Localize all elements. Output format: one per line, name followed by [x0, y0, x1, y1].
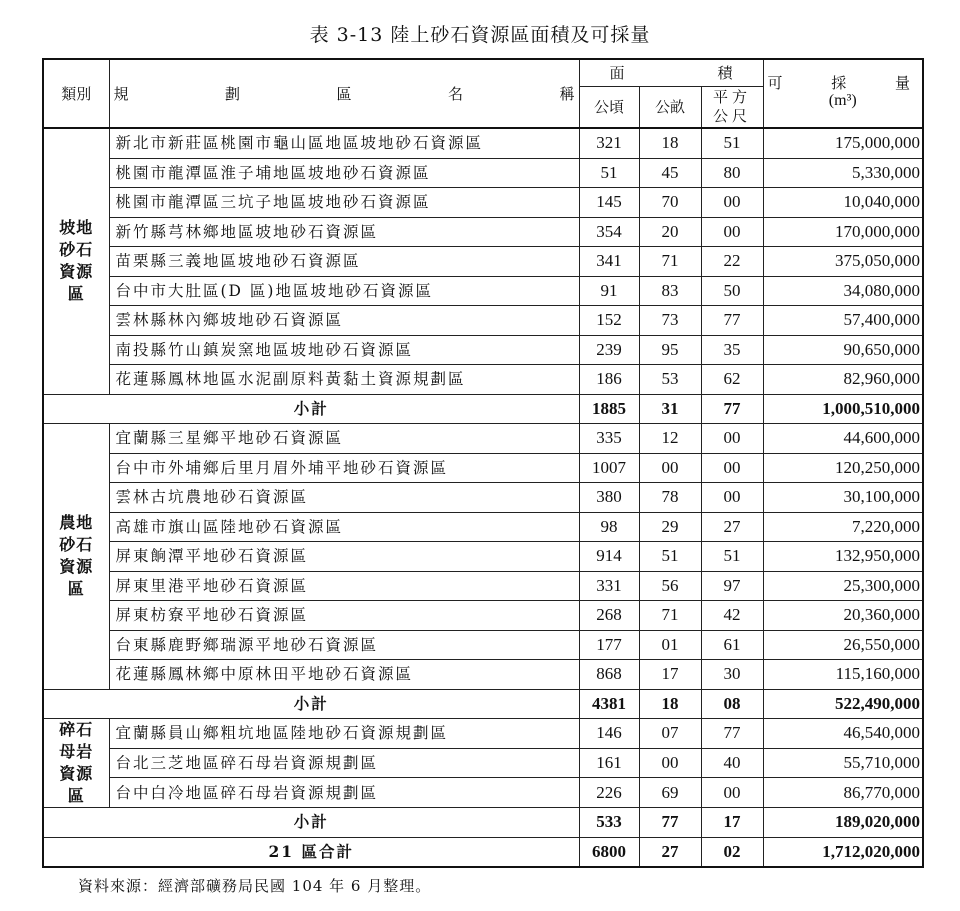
area-sqm: 40	[701, 748, 763, 778]
header-name-char: 劃	[224, 84, 240, 103]
table-row	[43, 188, 923, 218]
subtotal-volume: 1,000,510,000	[763, 394, 923, 424]
area-hectare: 1007	[579, 453, 639, 483]
zone-name: 台中白冷地區碎石母岩資源規劃區	[109, 778, 579, 808]
table-row	[43, 247, 923, 277]
extractable-volume: 132,950,000	[763, 542, 923, 572]
extractable-volume: 375,050,000	[763, 247, 923, 277]
area-are: 12	[639, 424, 701, 454]
zone-name: 桃園市龍潭區三坑子地區坡地砂石資源區	[109, 188, 579, 218]
total-hectare: 6800	[579, 837, 639, 867]
area-are: 53	[639, 365, 701, 395]
area-are: 71	[639, 601, 701, 631]
subtotal-are: 77	[639, 808, 701, 838]
header-name	[109, 59, 579, 128]
zone-name: 台中市外埔鄉后里月眉外埔平地砂石資源區	[109, 453, 579, 483]
header-name-char: 名	[447, 84, 463, 103]
area-hectare: 321	[579, 128, 639, 158]
subtotal-label: 小計	[43, 808, 579, 838]
subtotal-sqm: 77	[701, 394, 763, 424]
header-area-char: 面	[609, 64, 625, 82]
table-row	[43, 424, 923, 454]
grand-total-row	[43, 837, 923, 867]
subtotal-label: 小計	[43, 689, 579, 719]
table-row	[43, 542, 923, 572]
zone-name: 宜蘭縣三星鄉平地砂石資源區	[109, 424, 579, 454]
category-cell: 坡地 砂石 資源 區	[43, 128, 109, 394]
area-hectare: 91	[579, 276, 639, 306]
area-hectare: 341	[579, 247, 639, 277]
area-are: 18	[639, 128, 701, 158]
subtotal-hectare: 533	[579, 808, 639, 838]
area-hectare: 914	[579, 542, 639, 572]
header-hectare: 公頃	[579, 87, 639, 129]
zone-name: 苗栗縣三義地區坡地砂石資源區	[109, 247, 579, 277]
area-hectare: 177	[579, 630, 639, 660]
zone-name: 宜蘭縣員山鄉粗坑地區陸地砂石資源規劃區	[109, 719, 579, 749]
area-are: 00	[639, 748, 701, 778]
area-are: 83	[639, 276, 701, 306]
area-sqm: 00	[701, 483, 763, 513]
area-are: 73	[639, 306, 701, 336]
header-area-char: 積	[717, 64, 733, 82]
area-sqm: 00	[701, 424, 763, 454]
zone-name: 花蓮縣鳳林鄉中原林田平地砂石資源區	[109, 660, 579, 690]
zone-name: 屏東枋寮平地砂石資源區	[109, 601, 579, 631]
extractable-volume: 26,550,000	[763, 630, 923, 660]
zone-name: 屏東餉潭平地砂石資源區	[109, 542, 579, 572]
extractable-volume: 55,710,000	[763, 748, 923, 778]
table-row	[43, 306, 923, 336]
subtotal-row	[43, 689, 923, 719]
area-sqm: 22	[701, 247, 763, 277]
total-label: 21 區合計	[43, 837, 579, 867]
subtotal-volume: 522,490,000	[763, 689, 923, 719]
area-hectare: 226	[579, 778, 639, 808]
area-hectare: 380	[579, 483, 639, 513]
area-sqm: 35	[701, 335, 763, 365]
area-hectare: 331	[579, 571, 639, 601]
table-row	[43, 365, 923, 395]
extractable-volume: 170,000,000	[763, 217, 923, 247]
table-row	[43, 778, 923, 808]
subtotal-are: 18	[639, 689, 701, 719]
extractable-volume: 25,300,000	[763, 571, 923, 601]
zone-name: 新竹縣芎林鄉地區坡地砂石資源區	[109, 217, 579, 247]
area-sqm: 00	[701, 188, 763, 218]
area-are: 45	[639, 158, 701, 188]
table-row	[43, 512, 923, 542]
area-hectare: 145	[579, 188, 639, 218]
zone-name: 花蓮縣鳳林地區水泥副原料黃黏土資源規劃區	[109, 365, 579, 395]
area-hectare: 186	[579, 365, 639, 395]
header-area	[579, 59, 763, 87]
table-row	[43, 483, 923, 513]
subtotal-row	[43, 394, 923, 424]
area-sqm: 00	[701, 217, 763, 247]
subtotal-hectare: 1885	[579, 394, 639, 424]
area-sqm: 77	[701, 306, 763, 336]
subtotal-hectare: 4381	[579, 689, 639, 719]
zone-name: 新北市新莊區桃園市龜山區地區坡地砂石資源區	[109, 128, 579, 158]
extractable-volume: 120,250,000	[763, 453, 923, 483]
header-category: 類別	[43, 59, 109, 128]
zone-name: 高雄市旗山區陸地砂石資源區	[109, 512, 579, 542]
zone-name: 台中市大肚區(D 區)地區坡地砂石資源區	[109, 276, 579, 306]
table-row	[43, 719, 923, 749]
header-row-1	[43, 59, 923, 87]
subtotal-sqm: 08	[701, 689, 763, 719]
table-row	[43, 630, 923, 660]
area-sqm: 51	[701, 542, 763, 572]
area-are: 00	[639, 453, 701, 483]
area-are: 01	[639, 630, 701, 660]
subtotal-sqm: 17	[701, 808, 763, 838]
area-sqm: 00	[701, 453, 763, 483]
area-are: 20	[639, 217, 701, 247]
area-hectare: 268	[579, 601, 639, 631]
header-name-char: 規	[113, 84, 129, 103]
source-note: 資料來源：經濟部礦務局民國 104 年 6 月整理。	[78, 877, 432, 895]
area-are: 95	[639, 335, 701, 365]
area-hectare: 868	[579, 660, 639, 690]
area-hectare: 354	[579, 217, 639, 247]
category-cell: 農地 砂石 資源 區	[43, 424, 109, 690]
area-are: 07	[639, 719, 701, 749]
zone-name: 南投縣竹山鎮炭窯地區坡地砂石資源區	[109, 335, 579, 365]
area-are: 17	[639, 660, 701, 690]
header-volume	[763, 59, 923, 128]
extractable-volume: 175,000,000	[763, 128, 923, 158]
zone-name: 台東縣鹿野鄉瑞源平地砂石資源區	[109, 630, 579, 660]
table-row	[43, 660, 923, 690]
area-are: 71	[639, 247, 701, 277]
table-row	[43, 335, 923, 365]
header-name-char: 稱	[559, 84, 575, 103]
area-sqm: 42	[701, 601, 763, 631]
extractable-volume: 82,960,000	[763, 365, 923, 395]
header-volume-char: 可	[767, 74, 783, 92]
area-sqm: 51	[701, 128, 763, 158]
header-sqm: 平方公尺	[701, 87, 763, 129]
table-row	[43, 217, 923, 247]
area-sqm: 00	[701, 778, 763, 808]
extractable-volume: 30,100,000	[763, 483, 923, 513]
area-hectare: 51	[579, 158, 639, 188]
header-volume-char: 量	[894, 74, 910, 92]
area-are: 29	[639, 512, 701, 542]
header-are: 公畝	[639, 87, 701, 129]
extractable-volume: 34,080,000	[763, 276, 923, 306]
header-volume-unit: (m³)	[828, 92, 857, 109]
zone-name: 桃園市龍潭區淮子埔地區坡地砂石資源區	[109, 158, 579, 188]
area-sqm: 27	[701, 512, 763, 542]
header-name-char: 區	[336, 84, 352, 103]
table-row	[43, 453, 923, 483]
zone-name: 雲林古坑農地砂石資源區	[109, 483, 579, 513]
total-volume: 1,712,020,000	[763, 837, 923, 867]
sand-gravel-resource-table	[42, 58, 924, 868]
zone-name: 台北三芝地區碎石母岩資源規劃區	[109, 748, 579, 778]
area-hectare: 152	[579, 306, 639, 336]
extractable-volume: 20,360,000	[763, 601, 923, 631]
table-row	[43, 571, 923, 601]
area-are: 78	[639, 483, 701, 513]
extractable-volume: 90,650,000	[763, 335, 923, 365]
area-hectare: 98	[579, 512, 639, 542]
extractable-volume: 10,040,000	[763, 188, 923, 218]
area-sqm: 30	[701, 660, 763, 690]
table-row	[43, 158, 923, 188]
area-are: 70	[639, 188, 701, 218]
table-row	[43, 601, 923, 631]
area-are: 56	[639, 571, 701, 601]
total-sqm: 02	[701, 837, 763, 867]
table-row	[43, 276, 923, 306]
zone-name: 屏東里港平地砂石資源區	[109, 571, 579, 601]
table-row	[43, 748, 923, 778]
zone-name: 雲林縣林內鄉坡地砂石資源區	[109, 306, 579, 336]
header-volume-char: 採	[831, 74, 847, 92]
area-sqm: 62	[701, 365, 763, 395]
area-hectare: 146	[579, 719, 639, 749]
extractable-volume: 44,600,000	[763, 424, 923, 454]
total-are: 27	[639, 837, 701, 867]
table-title: 表 3-13 陸上砂石資源區面積及可採量	[309, 24, 651, 46]
area-are: 69	[639, 778, 701, 808]
subtotal-volume: 189,020,000	[763, 808, 923, 838]
subtotal-are: 31	[639, 394, 701, 424]
area-hectare: 335	[579, 424, 639, 454]
category-cell: 碎石 母岩 資源 區	[43, 719, 109, 808]
extractable-volume: 46,540,000	[763, 719, 923, 749]
area-sqm: 97	[701, 571, 763, 601]
subtotal-row	[43, 808, 923, 838]
area-are: 51	[639, 542, 701, 572]
area-sqm: 50	[701, 276, 763, 306]
extractable-volume: 86,770,000	[763, 778, 923, 808]
area-sqm: 77	[701, 719, 763, 749]
extractable-volume: 5,330,000	[763, 158, 923, 188]
subtotal-label: 小計	[43, 394, 579, 424]
extractable-volume: 115,160,000	[763, 660, 923, 690]
area-sqm: 61	[701, 630, 763, 660]
extractable-volume: 57,400,000	[763, 306, 923, 336]
area-hectare: 239	[579, 335, 639, 365]
area-sqm: 80	[701, 158, 763, 188]
table-row	[43, 128, 923, 158]
extractable-volume: 7,220,000	[763, 512, 923, 542]
area-hectare: 161	[579, 748, 639, 778]
